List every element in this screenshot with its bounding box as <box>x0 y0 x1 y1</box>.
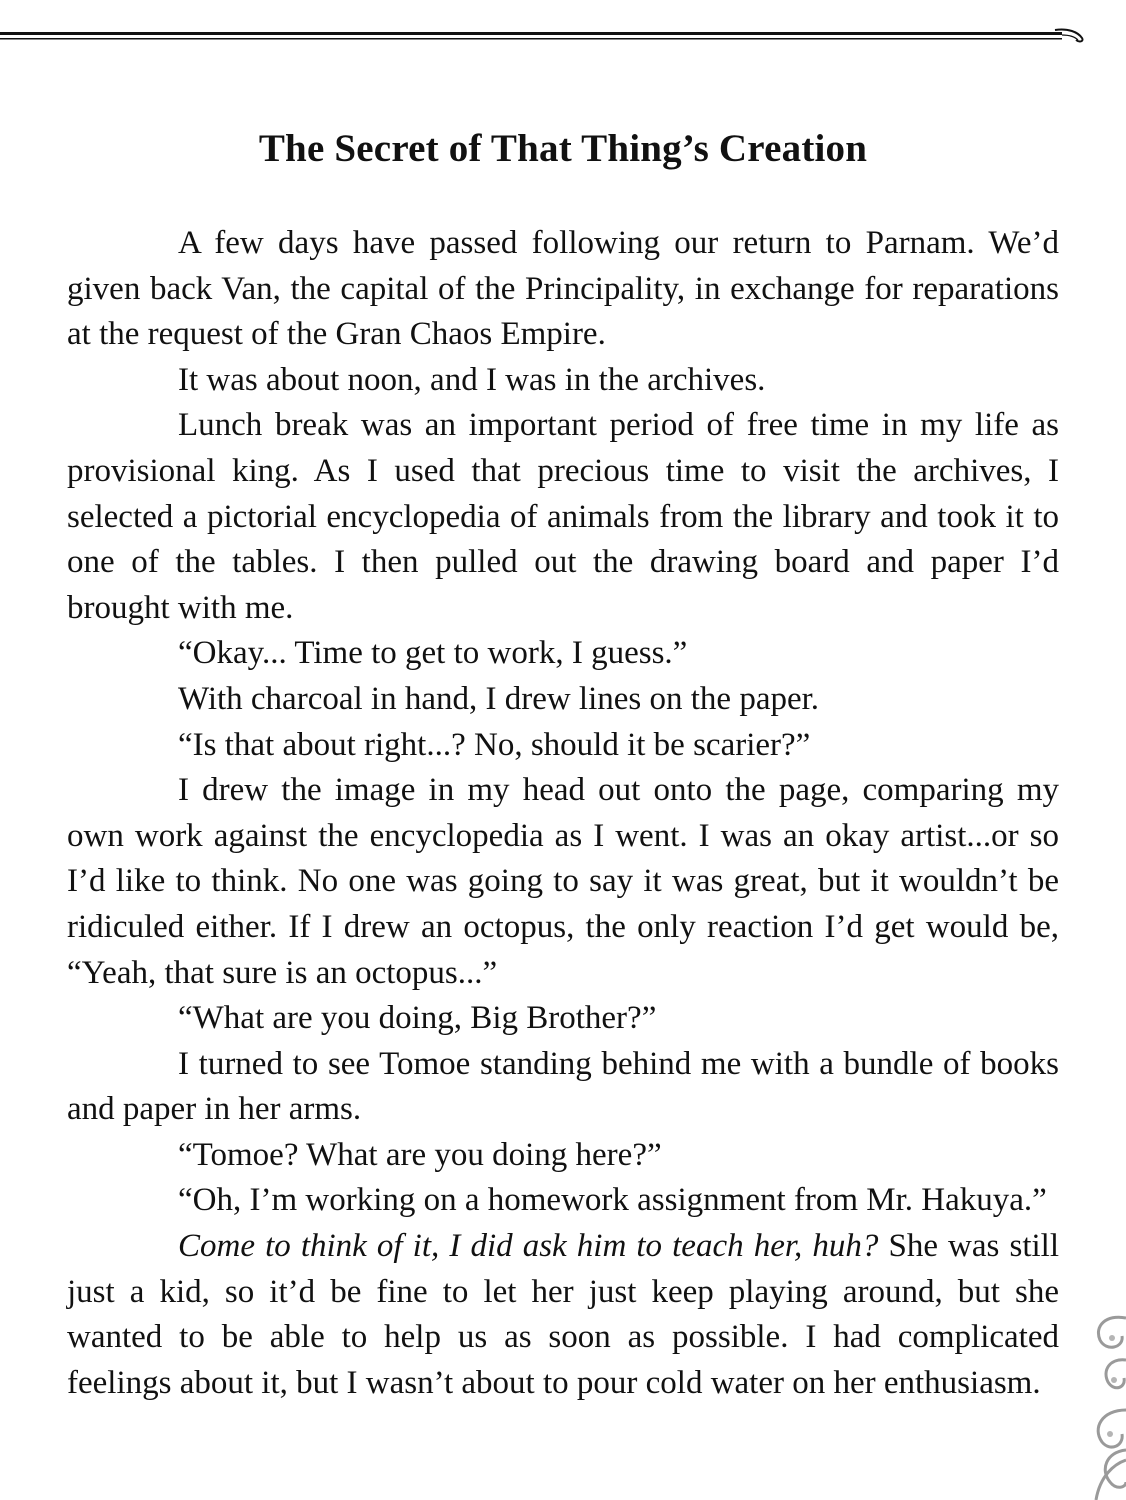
corner-flourish-ornament <box>1066 1300 1126 1500</box>
paragraph: I turned to see Tomoe standing behind me with a bundle of books and paper in her arms. <box>67 1045 1059 1128</box>
paragraph <box>67 1224 1059 1406</box>
paragraph: A few days have passed following our return to Parnam. We’d given back Van, the capital of the Principality, in exchange for reparations at the request of the Gran Chaos Empire. <box>67 225 1059 353</box>
paragraph: “Okay... Time to get to work, I guess.” <box>178 635 688 672</box>
chapter-title: The Secret of That Thing’s Creation <box>258 127 868 170</box>
paragraph: “Is that about right...? No, should it be scarier?” <box>178 726 811 763</box>
inner-thought-text: Come to think of it, I did ask him to teach her, huh? <box>178 1228 879 1265</box>
paragraph: Lunch break was an important period of free time in my life as provisional king. As I used that precious time to visit the archives, I selected a pictorial encyclopedia of animals from the library and took it to one of the tables. I then pulled out the drawing board and paper I’d brought with me. <box>67 407 1059 626</box>
paragraph: “What are you doing, Big Brother?” <box>178 1000 657 1037</box>
paragraph: I drew the image in my head out onto the page, comparing my own work against the encyclopedia as I went. I was an okay artist...or so I’d like to think. No one was going to say it was great, but it wouldn’t be ridiculed either. If I drew an octopus, the only reaction I’d get would be, “Yeah, that sure is an octopus...” <box>67 772 1059 991</box>
paragraph: “Oh, I’m working on a homework assignment from Mr. Hakuya.” <box>178 1182 1047 1219</box>
paragraph: It was about noon, and I was in the archives. <box>178 361 766 398</box>
paragraph-text: She was still just a kid, so it’d be fine to let her just keep playing around, but she wanted to be able to help us as soon as possible. I had complicated feelings about it, but I wasn’t about to pour cold water on her enthusiasm. <box>67 1228 1059 1401</box>
paragraph: “Tomoe? What are you doing here?” <box>178 1136 662 1173</box>
paragraph: With charcoal in hand, I drew lines on the paper. <box>178 680 820 717</box>
header-ornament-rule <box>0 22 1090 52</box>
chapter-body <box>67 221 1059 1406</box>
